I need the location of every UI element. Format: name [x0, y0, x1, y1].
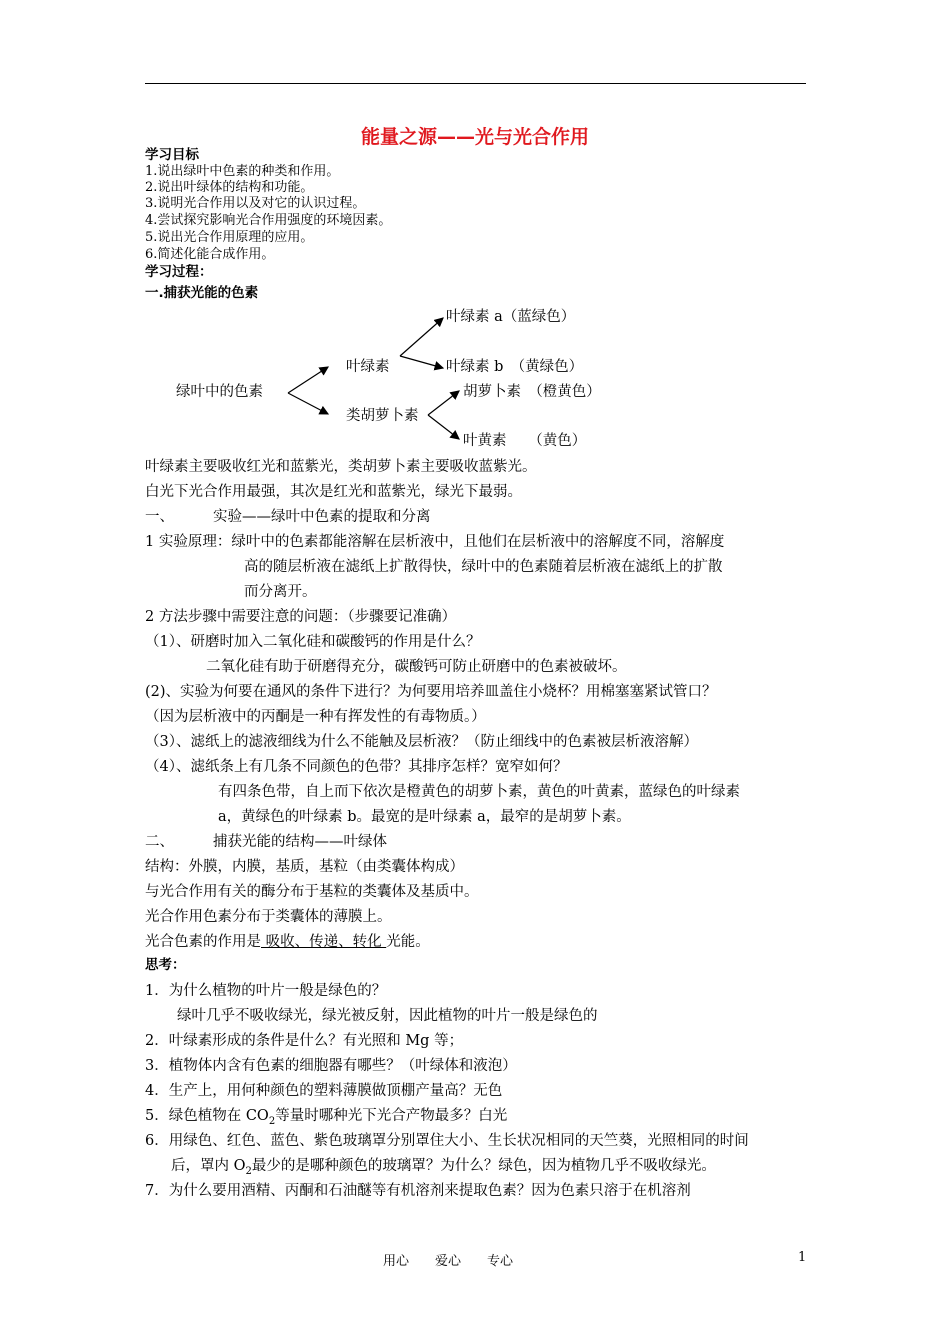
paragraph: 与光合作用有关的酶分布于基粒的类囊体及基质中。 — [145, 884, 479, 900]
answer: （因为层析液中的丙酮是一种有挥发性的有毒物质。） — [145, 709, 486, 725]
text: 光能。 — [386, 934, 430, 950]
diagram-carotene: 胡萝卜素 （橙黄色） — [463, 384, 601, 400]
page-number: 1 — [798, 1250, 807, 1265]
principle-line: 高的随层析液在滤纸上扩散得快，绿叶中的色素随着层析液在滤纸上的扩散 — [244, 559, 723, 575]
principle-line: 而分离开。 — [244, 584, 317, 600]
answer: 有四条色带，自上而下依次是橙黄色的胡萝卜素，黄色的叶黄素，蓝绿色的叶绿素 — [218, 784, 740, 800]
question: （3）、滤纸上的滤液细线为什么不能触及层析液？（防止细线中的色素被层析液溶解） — [145, 734, 698, 750]
goals-heading: 学习目标 — [145, 147, 199, 163]
text: 光合色素的作用是 — [145, 934, 261, 950]
principle-line: 1 实验原理：绿叶中的色素都能溶解在层析液中，且他们在层析液中的溶解度不同，溶解度 — [145, 534, 725, 550]
think-heading: 思考： — [145, 957, 186, 973]
process-heading: 学习过程： — [145, 264, 213, 280]
paragraph: 白光下光合作用最强，其次是红光和蓝紫光，绿光下最弱。 — [145, 484, 522, 500]
section1-heading: 一.捕获光能的色素 — [145, 285, 259, 301]
think-answer: 绿叶几乎不吸收绿光，绿光被反射，因此植物的叶片一般是绿色的 — [177, 1008, 598, 1024]
section-title: 实验——绿叶中色素的提取和分离 — [213, 509, 431, 525]
steps-line: 2 方法步骤中需要注意的问题：（步骤要记准确） — [145, 609, 457, 625]
subscript: 2 — [268, 1115, 276, 1127]
answer: a，黄绿色的叶绿素 b。最宽的是叶绿素 a，最窄的是胡萝卜素。 — [218, 809, 631, 825]
paragraph: 结构：外膜，内膜，基质，基粒（由类囊体构成） — [145, 859, 464, 875]
section-title: 捕获光能的结构——叶绿体 — [213, 834, 387, 850]
text: 最少的是哪种颜色的玻璃罩？为什么？绿色，因为植物几乎不吸收绿光。 — [251, 1158, 716, 1174]
text: 5．绿色植物在 CO — [145, 1108, 269, 1124]
think-question: 2．叶绿素形成的条件是什么？有光照和 Mg 等； — [145, 1033, 464, 1049]
arrow-to-carotenoid — [288, 393, 328, 414]
think-question — [145, 1106, 507, 1132]
think-question — [171, 1156, 716, 1182]
diagram-xanthophyll: 叶黄素 （黄色） — [463, 433, 587, 449]
underlined-answer: 吸收、传递、转化 — [261, 934, 387, 950]
page-title: 能量之源——光与光合作用 — [360, 126, 589, 148]
arrow-to-chl-b — [400, 356, 443, 368]
think-question: 4．生产上，用何种颜色的塑料薄膜做顶棚产量高？无色 — [145, 1083, 503, 1099]
text: 等量时哪种光下光合产物最多？白光 — [275, 1108, 508, 1124]
diagram-carotenoid: 类胡萝卜素 — [346, 408, 419, 424]
arrow-to-carotene — [428, 391, 459, 415]
think-question: 1．为什么植物的叶片一般是绿色的？ — [145, 983, 387, 999]
goal-item: 6.简述化能合成作用。 — [145, 247, 275, 262]
arrow-to-chlorophyll — [288, 367, 328, 393]
arrow-to-chl-a — [400, 318, 443, 356]
question: (2)、实验为何要在通风的条件下进行？为何要用培养皿盖住小烧杯？用棉塞塞紧试管口？ — [145, 684, 717, 700]
think-question: 6．用绿色、红色、蓝色、紫色玻璃罩分别罩住大小、生长状况相同的天竺葵，光照相同的时间 — [145, 1133, 749, 1149]
think-question: 3．植物体内含有色素的细胞器有哪些？（叶绿体和液泡） — [145, 1058, 517, 1074]
subscript: 2 — [245, 1165, 252, 1177]
footer-text: 用心 爱心 专心 — [383, 1254, 514, 1269]
answer: 二氧化硅有助于研磨得充分，碳酸钙可防止研磨中的色素被破坏。 — [206, 659, 627, 675]
goal-item: 4.尝试探究影响光合作用强度的环境因素。 — [145, 213, 392, 228]
diagram-root: 绿叶中的色素 — [176, 384, 263, 400]
diagram-chlorophyll: 叶绿素 — [346, 359, 390, 375]
paragraph: 光合作用色素分布于类囊体的薄膜上。 — [145, 909, 392, 925]
diagram-chl-b: 叶绿素 b （黄绿色） — [446, 359, 584, 375]
paragraph: 叶绿素主要吸收红光和蓝紫光，类胡萝卜素主要吸收蓝紫光。 — [145, 459, 537, 475]
diagram-chl-a: 叶绿素 a（蓝绿色） — [446, 309, 576, 325]
paragraph — [145, 932, 430, 952]
think-question: 7．为什么要用酒精、丙酮和石油醚等有机溶剂来提取色素？因为色素只溶于在机溶剂 — [145, 1183, 691, 1199]
goal-item: 1.说出绿叶中色素的种类和作用。 — [145, 164, 340, 179]
section-number: 二、 — [145, 834, 174, 850]
goal-item: 5.说出光合作用原理的应用。 — [145, 230, 314, 245]
goal-item: 2.说出叶绿体的结构和功能。 — [145, 180, 314, 195]
text: 后，罩内 O — [171, 1158, 246, 1174]
section-number: 一、 — [145, 509, 174, 525]
arrow-to-xanthophyll — [428, 415, 459, 439]
question: （1）、研磨时加入二氧化硅和碳酸钙的作用是什么？ — [145, 634, 481, 650]
question: （4）、滤纸条上有几条不同颜色的色带？其排序怎样？宽窄如何？ — [145, 759, 568, 775]
goal-item: 3.说明光合作用以及对它的认识过程。 — [145, 196, 366, 211]
